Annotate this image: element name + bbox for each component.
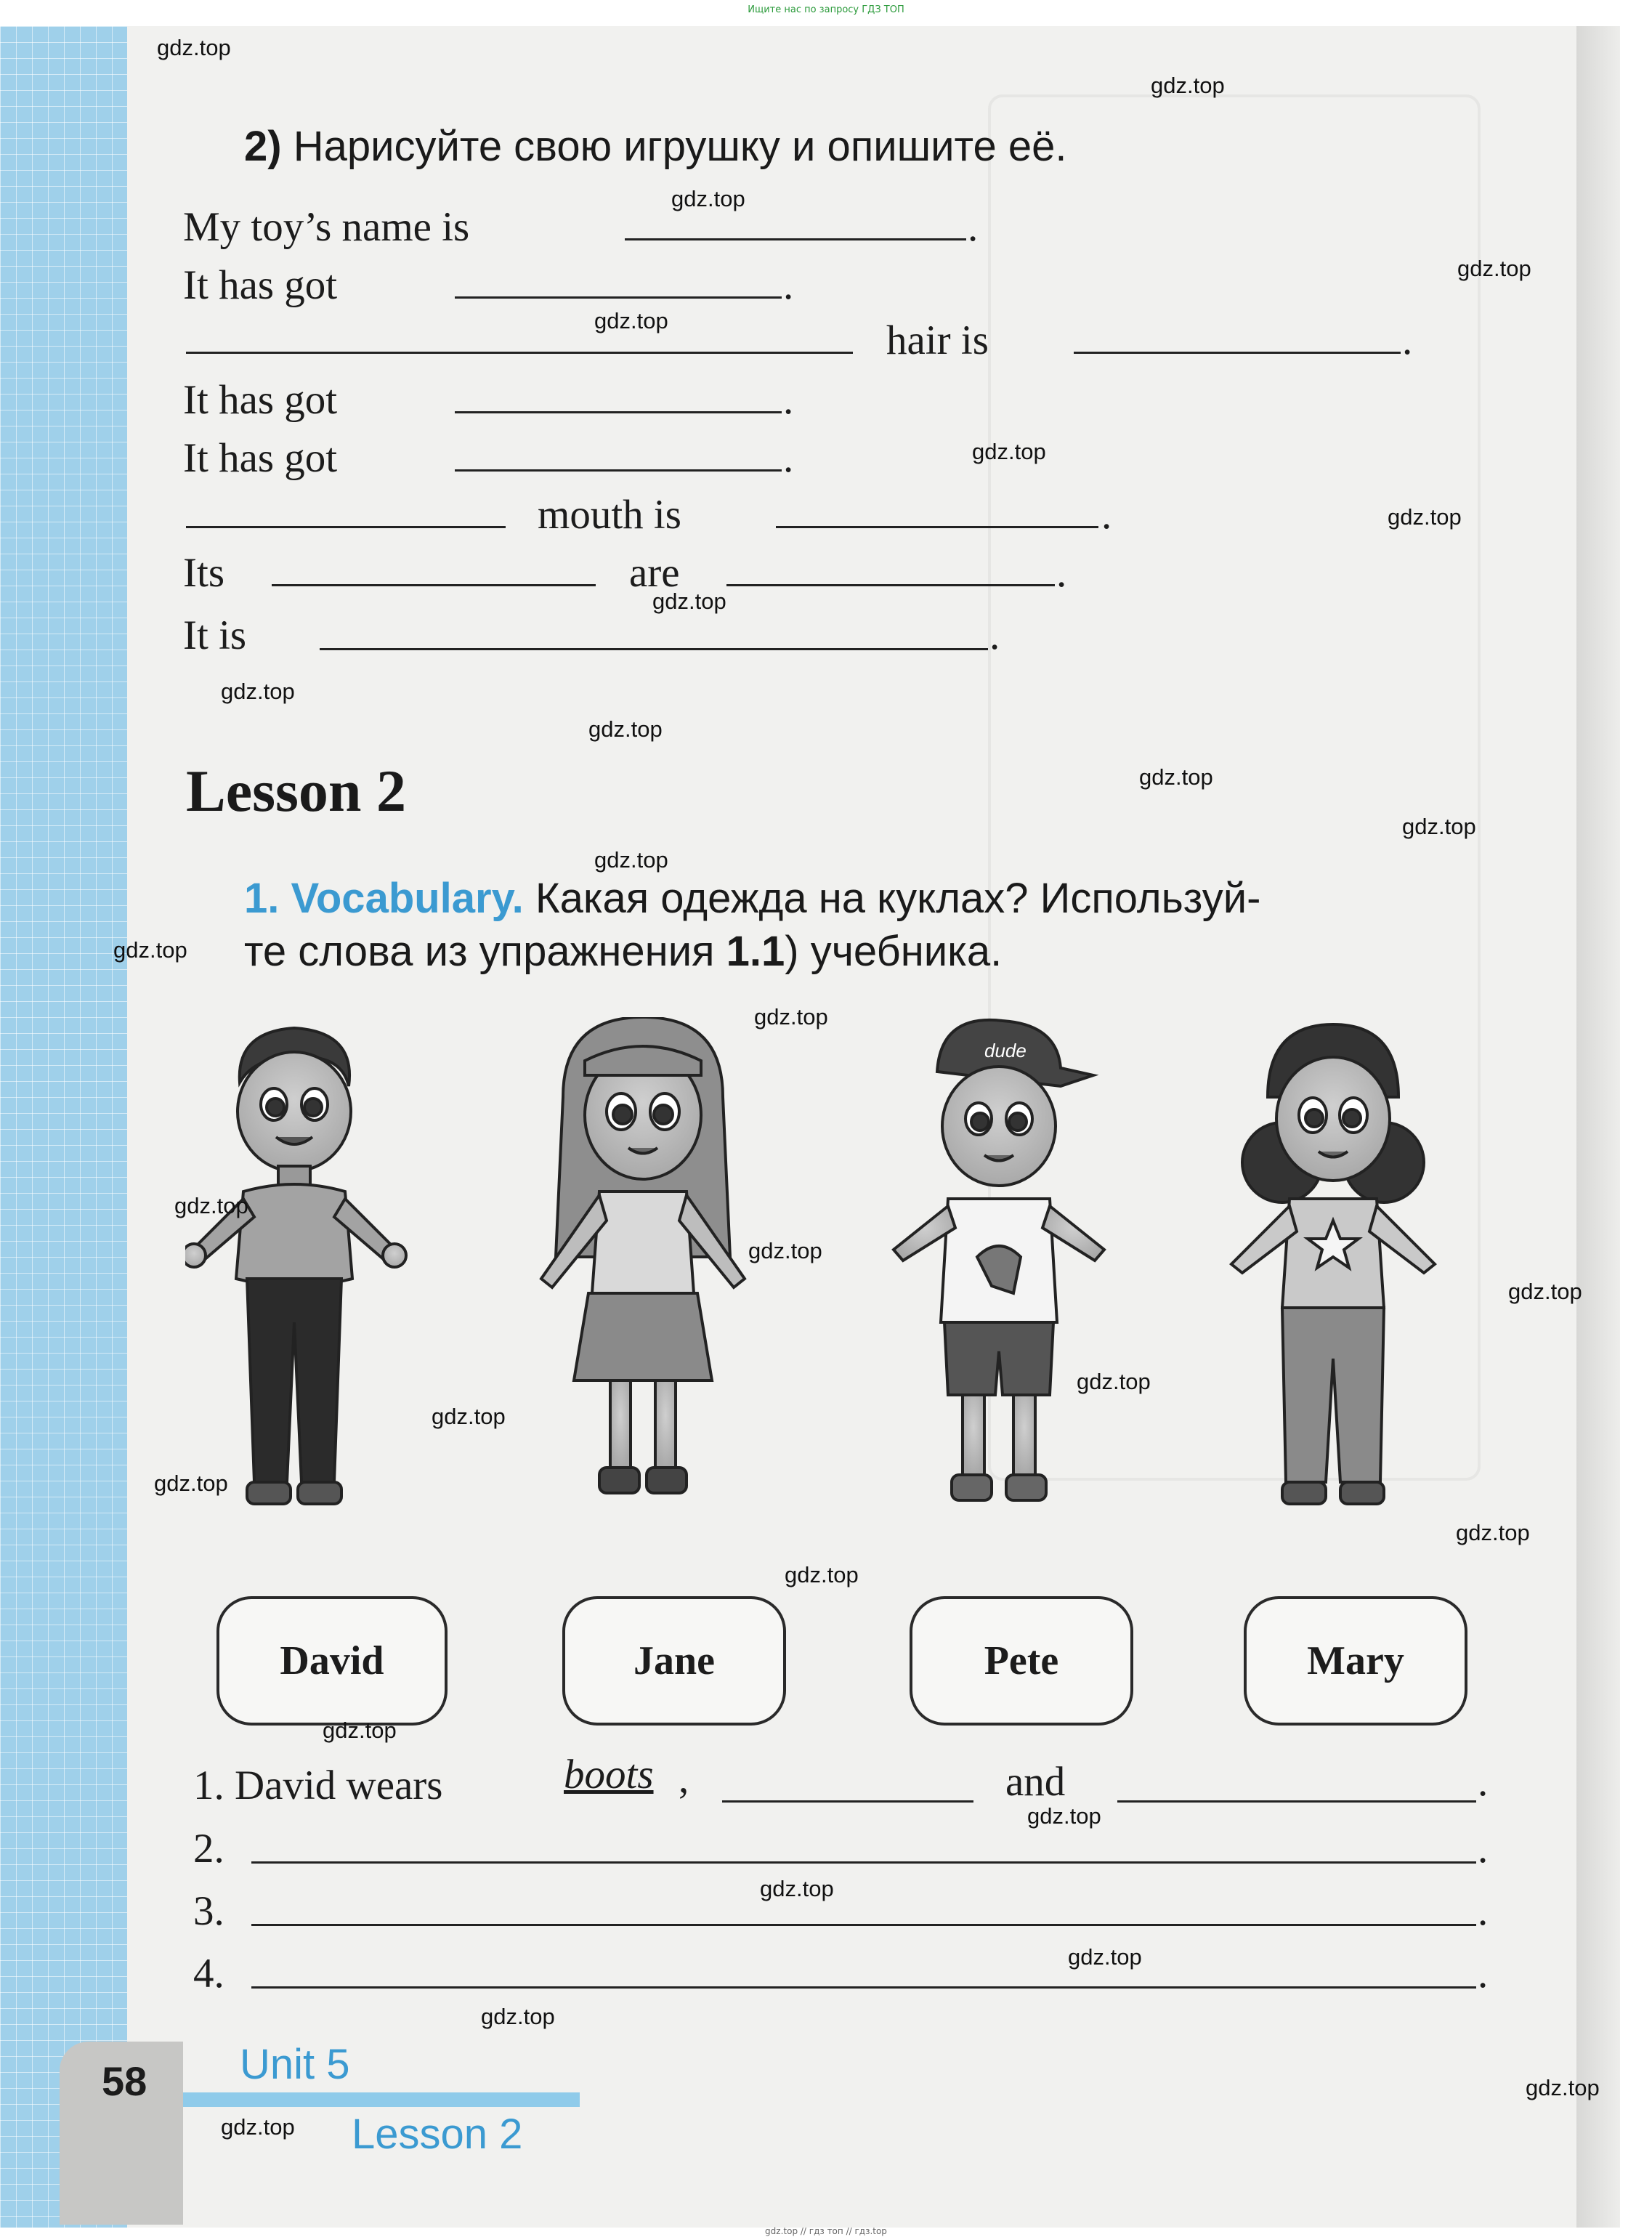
task2-text: Нарисуйте свою игрушку и опишите её. xyxy=(293,123,1067,170)
exercise1-label: Vocabulary. xyxy=(291,875,524,922)
line8-end: . xyxy=(989,612,1000,658)
watermark: gdz.top xyxy=(481,2004,555,2029)
doll-jane xyxy=(541,1017,745,1493)
line4-end: . xyxy=(783,377,794,423)
watermark: gdz.top xyxy=(1526,2075,1600,2100)
watermark: gdz.top xyxy=(1151,73,1225,98)
watermark: gdz.top xyxy=(1402,814,1476,839)
line1-text: My toy’s name is xyxy=(183,204,470,250)
line2-blank[interactable] xyxy=(455,296,782,299)
answer1-and: and xyxy=(1005,1759,1066,1805)
watermark: gdz.top xyxy=(113,937,187,963)
watermark: gdz.top xyxy=(594,847,668,873)
line2-end: . xyxy=(783,262,794,308)
doll-pete xyxy=(894,1020,1104,1500)
footer-unit: Unit 5 xyxy=(240,2041,350,2088)
answer1-number: 1. xyxy=(193,1763,224,1808)
cap-label: dude xyxy=(984,1040,1027,1061)
answer3-blank[interactable] xyxy=(251,1924,1476,1926)
footer-divider xyxy=(183,2092,580,2107)
watermark: gdz.top xyxy=(323,1718,397,1743)
line1-end: . xyxy=(968,204,979,250)
task2-heading xyxy=(244,122,1066,171)
answer1-row xyxy=(193,1762,442,1809)
line5-end: . xyxy=(783,435,794,481)
doll-david xyxy=(185,1028,406,1504)
line1-blank[interactable] xyxy=(625,238,966,240)
answer1-comma: , xyxy=(679,1756,689,1802)
watermark: gdz.top xyxy=(594,308,668,333)
answer1-text: David wears xyxy=(235,1763,443,1808)
page-number-tab xyxy=(60,2042,183,2225)
watermark: gdz.top xyxy=(157,35,231,60)
line7-text-b: are xyxy=(629,550,680,596)
watermark: gdz.top xyxy=(1027,1803,1101,1829)
answer4-number: 4. xyxy=(193,1951,224,1997)
line8-text: It is xyxy=(183,612,247,658)
watermark: gdz.top xyxy=(1139,764,1213,790)
line7-end: . xyxy=(1056,550,1067,596)
watermark: gdz.top xyxy=(785,1562,859,1587)
watermark: gdz.top xyxy=(1077,1369,1151,1394)
line3-text: hair is xyxy=(886,317,989,363)
doll-mary xyxy=(1231,1024,1435,1504)
watermark: gdz.top xyxy=(972,439,1046,464)
name-box-mary: Mary xyxy=(1244,1596,1467,1726)
line6-text: mouth is xyxy=(538,492,681,538)
exercise1-line2 xyxy=(244,927,1002,976)
exercise1-ref: 1.1 xyxy=(726,928,785,975)
answer4-blank[interactable] xyxy=(251,1986,1476,1989)
line8-blank[interactable] xyxy=(320,648,988,650)
answer1-end: . xyxy=(1478,1759,1489,1805)
exercise1-text2c: ) учебника. xyxy=(785,928,1003,975)
lesson-title: Lesson 2 xyxy=(186,758,407,824)
name-box-david: David xyxy=(216,1596,448,1726)
exercise1-text2a: те слова из упражнения xyxy=(244,928,726,975)
answer3-number: 3. xyxy=(193,1888,224,1934)
answer3-end: . xyxy=(1478,1888,1489,1934)
line5-text: It has got xyxy=(183,435,338,481)
line3-end: . xyxy=(1402,317,1413,363)
exercise1-line1 xyxy=(244,874,1260,923)
answer1-blank-a[interactable] xyxy=(722,1800,973,1803)
watermark: gdz.top xyxy=(154,1471,228,1496)
line6-blank-a[interactable] xyxy=(186,526,506,528)
answer2-end: . xyxy=(1478,1826,1489,1872)
side-grid-strip xyxy=(0,26,127,2228)
watermark: gdz.top xyxy=(1508,1279,1582,1304)
dolls-illustration xyxy=(185,1017,1536,1569)
line4-blank[interactable] xyxy=(455,411,782,413)
watermark: gdz.top xyxy=(1457,256,1531,281)
line7-blank-a[interactable] xyxy=(272,584,596,586)
top-search-hint[interactable]: Ищите нас по запросу ГДЗ ТОП xyxy=(748,4,904,15)
watermark: gdz.top xyxy=(174,1193,248,1218)
watermark: gdz.top xyxy=(754,1004,828,1029)
watermark: gdz.top xyxy=(221,679,295,704)
watermark: gdz.top xyxy=(1388,504,1462,530)
bottom-links[interactable]: gdz.top // гдз топ // гдз.top xyxy=(765,2226,887,2236)
line3-blank-a[interactable] xyxy=(186,352,853,354)
watermark: gdz.top xyxy=(760,1876,834,1901)
line6-end: . xyxy=(1101,492,1112,538)
page-number: 58 xyxy=(102,2058,147,2104)
answer1-example-word: boots xyxy=(564,1752,654,1797)
exercise1-text1: Какая одежда на куклах? Используй- xyxy=(535,875,1261,922)
watermark: gdz.top xyxy=(1456,1520,1530,1545)
line5-blank[interactable] xyxy=(455,469,782,472)
name-box-jane: Jane xyxy=(562,1596,786,1726)
task2-number: 2) xyxy=(244,123,282,170)
watermark: gdz.top xyxy=(671,186,745,211)
answer2-blank[interactable] xyxy=(251,1861,1476,1864)
watermark: gdz.top xyxy=(221,2114,295,2140)
line7-text-a: Its xyxy=(183,550,224,596)
name-box-pete: Pete xyxy=(910,1596,1133,1726)
answer2-number: 2. xyxy=(193,1826,224,1872)
watermark: gdz.top xyxy=(1068,1944,1142,1970)
line7-blank-b[interactable] xyxy=(726,584,1055,586)
footer-lesson: Lesson 2 xyxy=(352,2111,523,2158)
watermark: gdz.top xyxy=(588,716,663,742)
line4-text: It has got xyxy=(183,377,338,423)
watermark: gdz.top xyxy=(652,588,726,614)
line3-blank-b[interactable] xyxy=(1074,352,1401,354)
exercise1-number: 1. xyxy=(244,875,280,922)
line6-blank-b[interactable] xyxy=(776,526,1098,528)
answer1-blank-b[interactable] xyxy=(1117,1800,1476,1803)
line2-text: It has got xyxy=(183,262,338,308)
watermark: gdz.top xyxy=(748,1238,822,1263)
watermark: gdz.top xyxy=(432,1404,506,1429)
answer4-end: . xyxy=(1478,1951,1489,1997)
page-edge xyxy=(1576,26,1620,2228)
